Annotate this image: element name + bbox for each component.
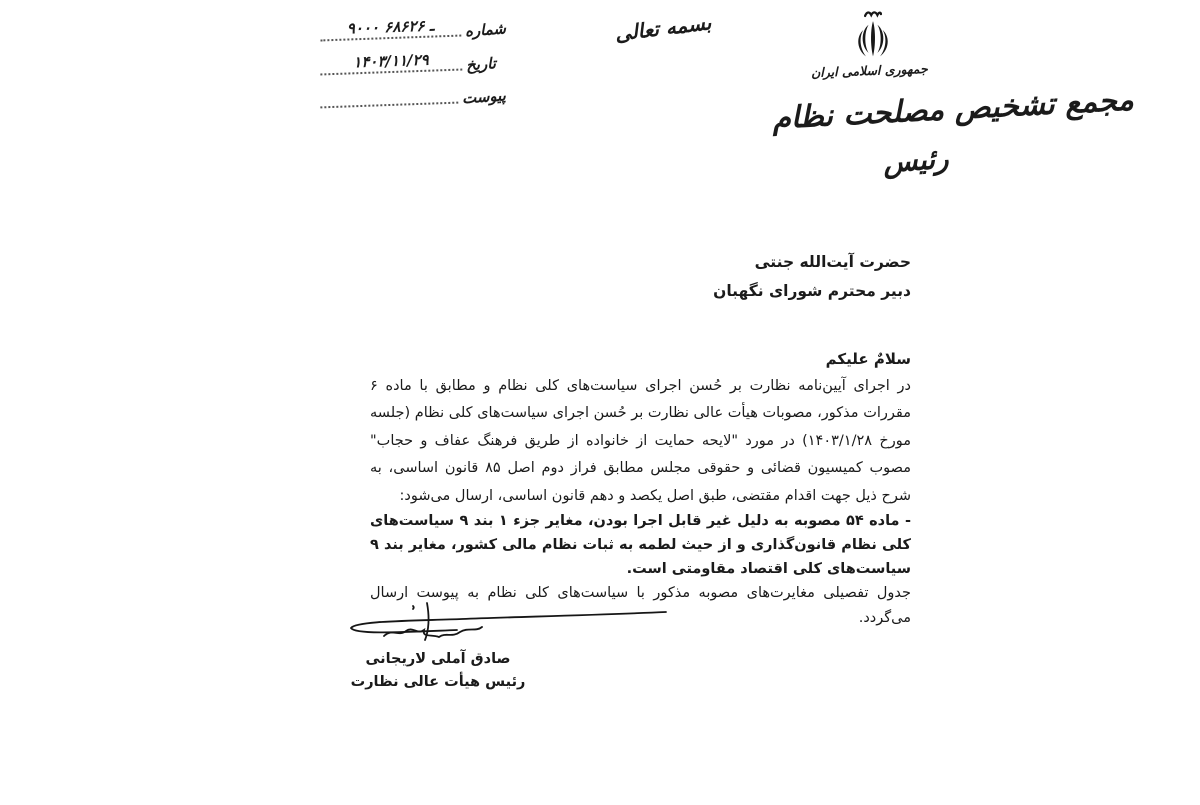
signatory-block [347,648,529,693]
date-label: تاریخ [465,54,497,75]
recipient-title: دبیر محترم شورای نگهبان [713,282,911,300]
emblem-shadda [865,12,881,16]
emblem-sword [871,21,875,56]
attachment-value [320,84,459,109]
bismillah-calligraphy: بسمه تعالی [613,10,713,46]
letter-meta-fields [320,18,506,119]
body-paragraph-finding: - ماده ۵۴ مصوبه به دلیل غیر قابل اجرا بودن، مغایر جزء ۱ بند ۹ سیاست‌های کلی نظام قانون‌گذاری و از حیث لطمه به ثبات نظام مالی کشور، مغایر بند ۹ سیاست‌های کلی اقتصاد مقاومتی است. [370,513,911,577]
body-paragraph-closing: جدول تفصیلی مغایرت‌های مصوبه مذکور با سیاست‌های کلی نظام به پیوست ارسال می‌گردد. [370,585,911,626]
number-row [320,18,506,39]
date-row [320,52,506,73]
attachment-row [320,86,506,106]
council-title-calligraphy: مجمع تشخیص مصلحت نظام [771,82,1135,137]
signatory-title: رئیس هیأت عالی نظارت [350,673,526,690]
recipient-name: حضرت آیت‌الله جنتی [754,253,911,271]
number-value: ۹۰۰۰ ـ ۶۸۶۲۶ [320,16,462,42]
number-label: شماره [464,19,507,41]
chairman-title-calligraphy: رئیس [881,141,950,180]
emblem-crescent-inner-left [863,25,869,53]
letter-body [370,345,911,630]
emblem-crescent-inner-right [877,25,883,53]
iran-emblem-icon [846,8,900,66]
signatory-name: صادق آملی لاریجانی [365,651,511,667]
body-paragraph-main: در اجرای آیین‌نامه نظارت بر حُسن اجرای سیاست‌های کلی نظام و مطابق با ماده ۶ مقررات مذکور، مصوبات هیأت عالی نظارت بر حُسن اجرای سیاست‌های کلی نظام (جلسه مورخ ۱۴۰۳/۱/۲۸) در مورد "لایحه حمایت از خانواده از طریق فرهنگ عفاف و حجاب" مصوب کمیسیون قضائی و حقوقی مجلس مطابق فراز دوم اصل ۸۵ قانون اساسی، به شرح ذیل جهت اقدام مقتضی، طبق اصل یکصد و دهم قانون اساسی، ارسال می‌شود: [370,378,911,504]
attachment-label: پیوست [461,86,507,108]
date-value: ۱۴۰۳/۱۱/۲۹ [320,50,463,76]
republic-caption: جمهوری اسلامی ایران [811,60,929,81]
recipient-block [713,248,911,306]
salutation: سلامٌ علیکم [825,350,911,368]
